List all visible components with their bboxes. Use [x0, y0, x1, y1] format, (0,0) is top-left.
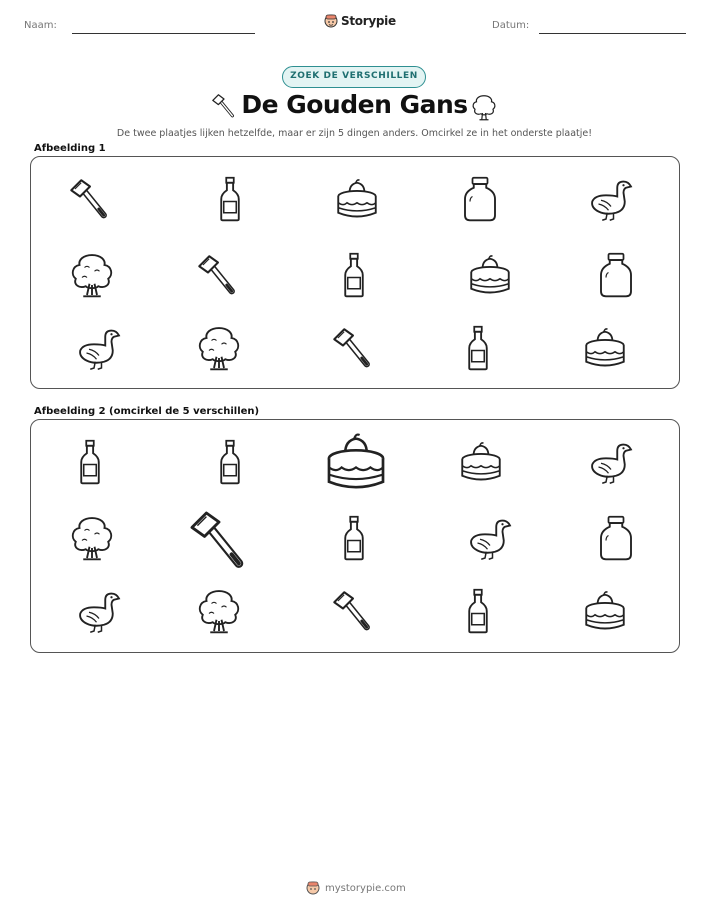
- tree-icon[interactable]: [66, 247, 118, 303]
- goose-icon[interactable]: [585, 171, 637, 227]
- cake-icon[interactable]: [464, 247, 516, 303]
- jar-icon[interactable]: [590, 247, 642, 303]
- goose-icon[interactable]: [464, 510, 516, 566]
- axe-icon-enlarged[interactable]: [179, 504, 259, 576]
- bottle-icon[interactable]: [328, 247, 380, 303]
- goose-icon[interactable]: [73, 583, 125, 639]
- bottle-icon[interactable]: [64, 434, 116, 490]
- bottle-icon[interactable]: [452, 320, 504, 376]
- brand-name: Storypie: [341, 14, 396, 28]
- goose-icon[interactable]: [585, 434, 637, 490]
- jar-icon[interactable]: [590, 510, 642, 566]
- date-field[interactable]: [539, 33, 686, 34]
- footer-url[interactable]: mystorypie.com: [325, 882, 406, 894]
- worksheet-type-badge: ZOEK DE VERSCHILLEN: [282, 66, 426, 88]
- footer: [306, 880, 406, 896]
- instructions: De twee plaatjes lijken hetzelfde, maar er zijn 5 dingen anders. Omcirkel ze in het onderste plaatje!: [116, 128, 593, 139]
- pie-mascot-icon: [306, 880, 320, 896]
- picture1-label: Afbeelding 1: [34, 143, 106, 154]
- bottle-icon[interactable]: [328, 510, 380, 566]
- jar-icon[interactable]: [454, 171, 506, 227]
- bottle-icon[interactable]: [204, 171, 256, 227]
- picture2-panel: [30, 419, 680, 653]
- name-label: Naam:: [24, 20, 57, 31]
- brand-logo: [324, 13, 396, 29]
- tree-icon[interactable]: [193, 320, 245, 376]
- tree-icon[interactable]: [66, 510, 118, 566]
- axe-icon: [209, 92, 239, 120]
- bottle-icon[interactable]: [204, 434, 256, 490]
- picture1-panel: [30, 156, 680, 389]
- page-title: De Gouden Gans: [241, 90, 468, 119]
- goose-icon[interactable]: [73, 320, 125, 376]
- cake-icon[interactable]: [579, 320, 631, 376]
- bottle-icon[interactable]: [452, 583, 504, 639]
- axe-icon[interactable]: [327, 583, 379, 639]
- axe-icon[interactable]: [64, 171, 116, 227]
- cake-icon-enlarged[interactable]: [316, 426, 396, 498]
- axe-icon[interactable]: [192, 247, 244, 303]
- cake-icon[interactable]: [579, 583, 631, 639]
- pie-mascot-icon: [324, 13, 338, 29]
- tree-icon: [468, 92, 500, 122]
- date-label: Datum:: [492, 20, 530, 31]
- cake-icon[interactable]: [455, 434, 507, 490]
- axe-icon[interactable]: [327, 320, 379, 376]
- tree-icon[interactable]: [193, 583, 245, 639]
- name-field[interactable]: [72, 33, 255, 34]
- cake-icon[interactable]: [331, 171, 383, 227]
- picture2-label: Afbeelding 2 (omcirkel de 5 verschillen): [34, 406, 260, 417]
